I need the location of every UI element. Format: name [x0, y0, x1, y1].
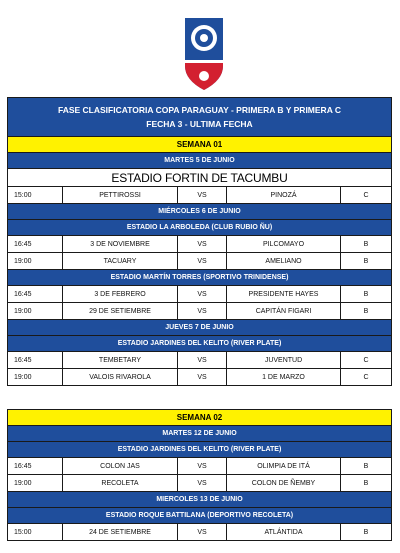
match-row — [8, 303, 392, 320]
title-line-1: FASE CLASIFICATORIA COPA PARAGUAY - PRIMERA B Y PRIMERA C — [57, 105, 342, 115]
match-row — [8, 286, 392, 303]
date-row: MIERCOLES 13 DE JUNIO — [8, 492, 392, 508]
schedule-header — [8, 98, 392, 137]
home-team: RECOLETA — [63, 475, 178, 492]
match-time: 16:45 — [8, 352, 63, 369]
vs-label: VS — [178, 458, 227, 475]
vs-label: VS — [178, 187, 227, 204]
schedule-week-1 — [7, 97, 392, 386]
vs-label: VS — [178, 303, 227, 320]
away-team: PILCOMAYO — [227, 236, 341, 253]
category: B — [341, 475, 392, 492]
match-time: 16:45 — [8, 458, 63, 475]
home-team: COLON JAS — [63, 458, 178, 475]
away-team: PRESIDENTE HAYES — [227, 286, 341, 303]
date-row: MIÉRCOLES 6 DE JUNIO — [8, 204, 392, 220]
away-team: PINOZÁ — [227, 187, 341, 204]
schedule-week-2 — [7, 409, 392, 541]
home-team: 24 DE SETIEMBRE — [63, 524, 178, 541]
category: B — [341, 286, 392, 303]
home-team: 3 DE FEBRERO — [63, 286, 178, 303]
away-team: OLIMPIA DE ITÁ — [227, 458, 341, 475]
away-team: AMELIANO — [227, 253, 341, 270]
venue-row: ESTADIO JARDINES DEL KELITO (RIVER PLATE) — [8, 336, 392, 352]
vs-label: VS — [178, 253, 227, 270]
category: C — [341, 369, 392, 386]
match-time: 19:00 — [8, 253, 63, 270]
venue-row: ESTADIO FORTIN DE TACUMBU — [8, 169, 392, 187]
home-team: PETTIROSSI — [63, 187, 178, 204]
match-time: 16:45 — [8, 236, 63, 253]
match-row — [8, 524, 392, 541]
category: B — [341, 253, 392, 270]
vs-label: VS — [178, 286, 227, 303]
category: B — [341, 458, 392, 475]
match-row — [8, 352, 392, 369]
away-team: ATLÁNTIDA — [227, 524, 341, 541]
category: B — [341, 303, 392, 320]
home-team: TACUARY — [63, 253, 178, 270]
match-row — [8, 458, 392, 475]
week-row: SEMANA 01 — [8, 137, 392, 153]
venue-row: ESTADIO ROQUE BATTILANA (DEPORTIVO RECOLETA) — [8, 508, 392, 524]
schedule-title — [8, 98, 392, 137]
match-time: 15:00 — [8, 187, 63, 204]
date-row: MARTES 12 DE JUNIO — [8, 426, 392, 442]
match-row — [8, 236, 392, 253]
away-team: 1 DE MARZO — [227, 369, 341, 386]
venue-row: ESTADIO JARDINES DEL KELITO (RIVER PLATE) — [8, 442, 392, 458]
home-team: 29 DE SETIEMBRE — [63, 303, 178, 320]
vs-label: VS — [178, 369, 227, 386]
apf-shield-logo-icon — [182, 16, 226, 92]
match-row — [8, 253, 392, 270]
match-time: 19:00 — [8, 303, 63, 320]
venue-row: ESTADIO LA ARBOLEDA (CLUB RUBIO ÑU) — [8, 220, 392, 236]
week-row: SEMANA 02 — [8, 410, 392, 426]
category: B — [341, 524, 392, 541]
date-row: MARTES 5 DE JUNIO — [8, 153, 392, 169]
category: B — [341, 236, 392, 253]
category: C — [341, 352, 392, 369]
away-team: CAPITÁN FIGARI — [227, 303, 341, 320]
match-row — [8, 187, 392, 204]
match-time: 16:45 — [8, 286, 63, 303]
title-line-2: FECHA 3 - ULTIMA FECHA — [146, 119, 253, 129]
category: C — [341, 187, 392, 204]
away-team: COLON DE ÑEMBY — [227, 475, 341, 492]
match-row — [8, 369, 392, 386]
home-team: 3 DE NOVIEMBRE — [63, 236, 178, 253]
vs-label: VS — [178, 524, 227, 541]
match-row — [8, 475, 392, 492]
match-time: 15:00 — [8, 524, 63, 541]
away-team: JUVENTUD — [227, 352, 341, 369]
vs-label: VS — [178, 352, 227, 369]
vs-label: VS — [178, 475, 227, 492]
home-team: TEMBETARY — [63, 352, 178, 369]
venue-row: ESTADIO MARTÍN TORRES (SPORTIVO TRINIDENSE) — [8, 270, 392, 286]
home-team: VALOIS RIVAROLA — [63, 369, 178, 386]
match-time: 19:00 — [8, 475, 63, 492]
match-time: 19:00 — [8, 369, 63, 386]
date-row: JUEVES 7 DE JUNIO — [8, 320, 392, 336]
vs-label: VS — [178, 236, 227, 253]
